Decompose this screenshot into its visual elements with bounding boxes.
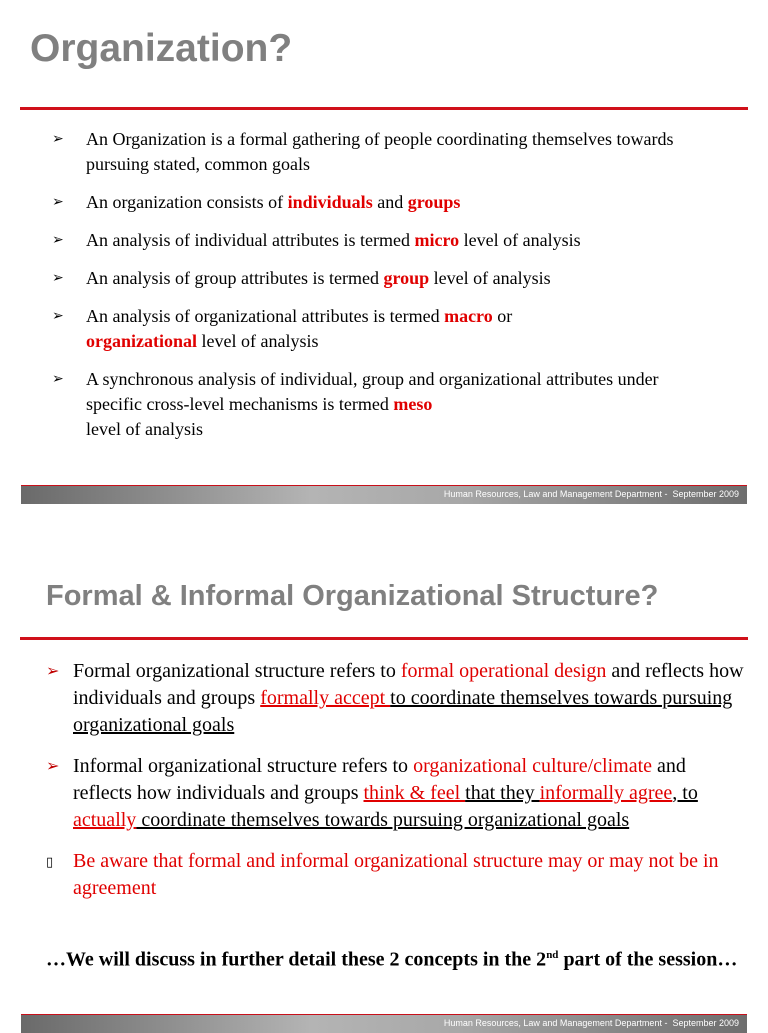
bullet-text: Be aware that formal and informal organizational structure may or may not be in agreement <box>73 850 719 899</box>
underlined-text: to coordinate themselves towards pursuing organizational goals <box>73 687 733 736</box>
list-item <box>52 190 712 215</box>
list-item <box>46 848 746 902</box>
closing-text: …We will discuss in further detail these 2 concepts in the 2 <box>46 948 547 971</box>
bullet-list <box>46 658 746 916</box>
bullet-text: An organization consists of <box>86 192 288 212</box>
highlight-term: individuals <box>287 192 373 212</box>
bullet-text: level of analysis <box>459 230 581 250</box>
bullet-text: An analysis of organizational attributes is termed <box>86 306 445 326</box>
slide-organization <box>0 0 768 512</box>
bullet-text: Formal organizational structure refers to <box>73 660 401 682</box>
highlight-term: organizational <box>86 331 197 351</box>
highlight-term: group <box>383 268 430 288</box>
bullet-text: Informal organizational structure refers to <box>73 755 414 777</box>
list-item <box>52 127 712 177</box>
list-item <box>52 266 712 291</box>
slide-formal-informal-structure <box>0 512 768 1028</box>
slide-title: Organization? <box>30 27 293 70</box>
bullet-list <box>52 127 712 455</box>
footer-bar <box>21 485 747 504</box>
bullet-text: or <box>492 306 513 326</box>
underlined-text: coordinate themselves towards pursuing organizational goals <box>136 809 630 831</box>
title-divider <box>20 107 748 110</box>
list-item <box>52 304 712 354</box>
arrow-bullet-icon: ➢ <box>52 132 64 147</box>
title-divider <box>20 637 748 640</box>
highlight-term: groups <box>407 192 461 212</box>
highlight-term: macro <box>444 306 493 326</box>
list-item <box>52 228 712 253</box>
bullet-text: level of analysis <box>429 268 551 288</box>
arrow-bullet-icon: ➢ <box>52 372 64 387</box>
box-bullet-icon: ▯ <box>46 854 54 869</box>
highlight-term: organizational culture/climate <box>413 755 653 777</box>
slide-title: Formal & Informal Organizational Structure? <box>46 580 659 612</box>
underlined-text: that they <box>465 782 540 804</box>
highlight-term: informally agree <box>539 782 673 804</box>
bullet-text: An Organization is a formal gathering of people coordinating themselves towards pursuing stated, common goals <box>86 129 674 174</box>
bullet-text: level of analysis <box>86 419 203 439</box>
highlight-term: formally accept <box>260 687 391 709</box>
arrow-bullet-icon: ➢ <box>46 663 60 680</box>
list-item <box>52 367 712 442</box>
highlight-term: think & feel <box>363 782 466 804</box>
closing-text: part of the session… <box>558 948 738 971</box>
arrow-bullet-icon: ➢ <box>52 233 64 248</box>
footer-text: Human Resources, Law and Management Department - September 2009 <box>443 489 739 499</box>
bullet-text: An analysis of individual attributes is termed <box>86 230 415 250</box>
arrow-bullet-icon: ➢ <box>52 309 64 324</box>
arrow-bullet-icon: ➢ <box>46 758 60 775</box>
arrow-bullet-icon: ➢ <box>52 195 64 210</box>
bullet-text: and reflects how individuals and groups <box>73 660 744 709</box>
underlined-text: , to <box>672 782 698 804</box>
list-item <box>46 658 746 739</box>
bullet-text: level of analysis <box>197 331 319 351</box>
bullet-text: and <box>372 192 408 212</box>
closing-note <box>46 942 763 974</box>
ordinal-suffix: nd <box>546 949 559 961</box>
highlight-term: actually <box>73 809 137 831</box>
list-item <box>46 753 746 834</box>
highlight-term: meso <box>393 394 433 414</box>
bullet-text: A synchronous analysis of individual, group and organizational attributes under specific cross-level mechanisms is termed <box>86 369 659 414</box>
highlight-term: formal operational design <box>400 660 607 682</box>
highlight-term: micro <box>414 230 460 250</box>
bullet-text: and reflects how individuals and groups <box>73 755 686 804</box>
arrow-bullet-icon: ➢ <box>52 271 64 286</box>
footer-text: Human Resources, Law and Management Department - September 2009 <box>443 1018 739 1028</box>
bullet-text: An analysis of group attributes is termed <box>86 268 384 288</box>
